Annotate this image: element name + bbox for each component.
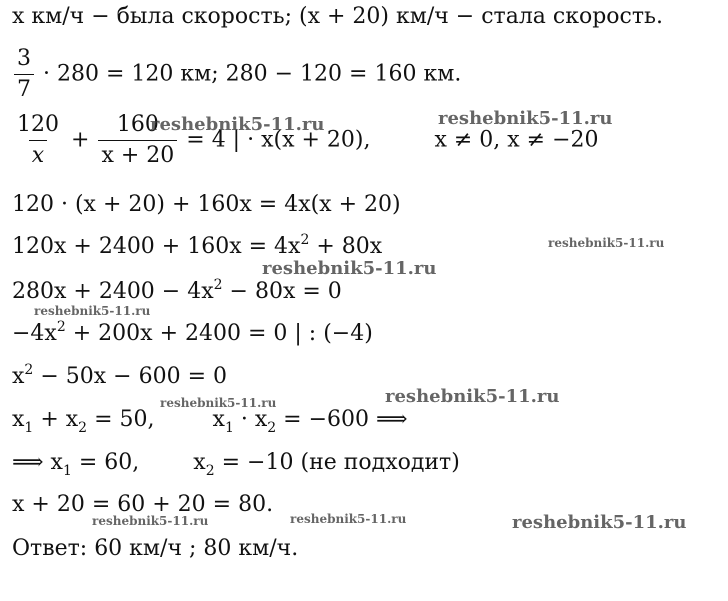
equation-part: = −600 ⟹ <box>276 407 408 432</box>
distance-text: · 280 = 120 км; 280 − 120 = 160 км. <box>43 61 462 87</box>
equation-part: ⟹ x <box>12 450 63 475</box>
watermark: reshebnik5-11.ru <box>290 512 407 526</box>
fraction-3-7 <box>14 46 34 103</box>
exponent: 2 <box>300 232 310 248</box>
exponent: 2 <box>56 319 66 335</box>
watermark: reshebnik5-11.ru <box>92 514 209 528</box>
watermark: reshebnik5-11.ru <box>160 396 277 410</box>
line-roots <box>12 450 460 478</box>
line-answer <box>12 536 298 562</box>
subscript: 1 <box>224 420 234 436</box>
exponent: 2 <box>24 362 34 378</box>
equation-rest: = 4 | · x(x + 20), <box>186 127 371 153</box>
fraction-120-x <box>14 112 62 169</box>
line-vieta <box>12 407 408 435</box>
equation-part: 120x + 2400 + 160x = 4x <box>12 234 301 259</box>
line-speed-definition <box>12 4 663 30</box>
watermark: reshebnik5-11.ru <box>262 258 437 279</box>
fraction-numerator: 120 <box>17 112 59 137</box>
line-quadratic <box>12 321 373 349</box>
fraction-numerator: 160 <box>116 112 159 137</box>
answer-text: Ответ: 60 км/ч ; 80 км/ч. <box>12 536 299 561</box>
subscript: 2 <box>267 420 277 436</box>
equation-part: 280x + 2400 − 4x <box>12 279 214 304</box>
watermark: reshebnik5-11.ru <box>34 304 151 318</box>
equation-new-speed: x + 20 = 60 + 20 = 80. <box>12 492 274 517</box>
speed-text: x км/ч − была скорость; (x + 20) км/ч − стала скорость. <box>12 4 664 29</box>
subscript: 1 <box>24 420 34 436</box>
watermark: reshebnik5-11.ru <box>438 108 613 129</box>
equation-part: · x <box>233 407 268 432</box>
line-expanded <box>12 192 401 218</box>
fraction-denominator: x + 20 <box>98 140 177 169</box>
equation-part: = 50, <box>87 407 155 432</box>
plus-sign: + <box>71 127 90 153</box>
equation-part: x <box>193 450 206 475</box>
line-moved <box>12 279 342 307</box>
equation-part: x <box>12 364 25 389</box>
equation-part: − 50x − 600 = 0 <box>33 364 227 389</box>
subscript: 2 <box>205 463 215 479</box>
watermark: reshebnik5-11.ru <box>548 236 665 250</box>
equation-part: − 80x = 0 <box>222 279 342 304</box>
watermark: reshebnik5-11.ru <box>512 512 687 533</box>
fraction-numerator: 3 <box>17 46 31 71</box>
exponent: 2 <box>213 277 223 293</box>
equation-part: + 80x <box>309 234 383 259</box>
equation-part: −4x <box>12 321 57 346</box>
line-reduced <box>12 364 227 392</box>
fraction-denominator: 7 <box>14 74 34 103</box>
watermark: reshebnik5-11.ru <box>150 114 325 135</box>
equation-part: = −10 (не подходит) <box>214 450 460 475</box>
fraction-denominator: x <box>29 140 47 169</box>
equation-part: x <box>12 407 25 432</box>
equation-part: + x <box>33 407 79 432</box>
line-fraction-distance <box>12 46 461 103</box>
watermark: reshebnik5-11.ru <box>385 386 560 407</box>
subscript: 1 <box>62 463 72 479</box>
equation-expanded: 120 · (x + 20) + 160x = 4x(x + 20) <box>12 192 401 217</box>
domain-condition: x ≠ 0, x ≠ −20 <box>434 127 599 153</box>
subscript: 2 <box>78 420 88 436</box>
equation-part: + 200x + 2400 = 0 | : (−4) <box>65 321 373 346</box>
equation-part: = 60, <box>71 450 140 475</box>
equation-part: x <box>212 407 225 432</box>
